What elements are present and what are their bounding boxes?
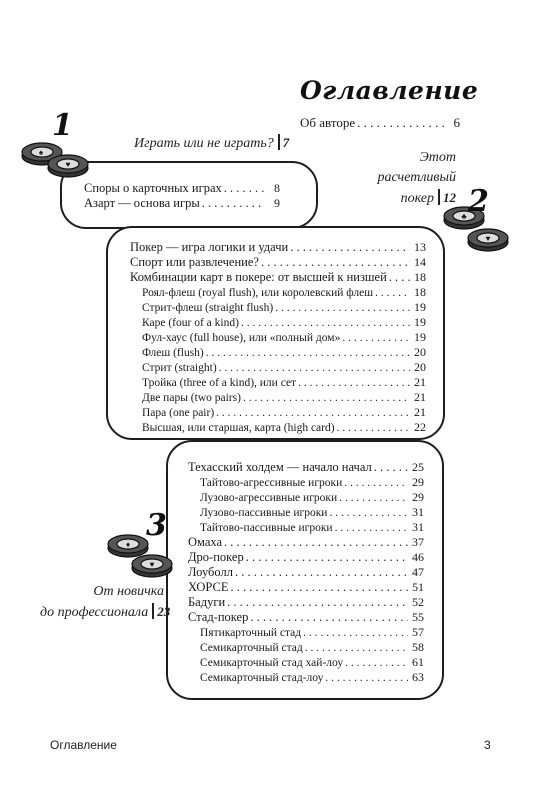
toc-entry[interactable] bbox=[130, 255, 426, 270]
leader-dots bbox=[224, 535, 408, 550]
toc-entry-page: 47 bbox=[412, 565, 424, 579]
toc-entry-page: 18 bbox=[414, 285, 426, 299]
toc-entry-page: 19 bbox=[414, 315, 426, 329]
toc-entry-text: Семикарточный стад bbox=[200, 642, 303, 654]
toc-entry-page: 31 bbox=[412, 520, 424, 534]
toc-entry-page: 63 bbox=[412, 670, 424, 684]
toc-entry[interactable] bbox=[188, 610, 424, 625]
chapter-title: Играть или не играть? bbox=[134, 136, 274, 151]
chapter-number: 2 bbox=[468, 184, 489, 219]
toc-subentry[interactable] bbox=[188, 475, 424, 490]
toc-entry[interactable] bbox=[130, 270, 426, 285]
page-title: Оглавление bbox=[300, 76, 479, 105]
chapter-2-entries bbox=[130, 240, 426, 435]
leader-dots bbox=[231, 580, 409, 595]
chapter-title-line-3: покер bbox=[400, 191, 434, 206]
toc-subentry[interactable] bbox=[130, 375, 426, 390]
toc-entry-text: Азарт — основа игры bbox=[84, 196, 200, 210]
leader-dots bbox=[337, 421, 410, 436]
toc-entry-text: Тайтово-агрессивные игроки bbox=[200, 477, 343, 489]
leader-dots bbox=[241, 316, 410, 331]
chapter-3-label[interactable] bbox=[40, 582, 171, 623]
toc-entry-text: Дро-покер bbox=[188, 550, 244, 564]
chapter-title-line-1: Этот bbox=[419, 150, 456, 165]
toc-entry-page: 21 bbox=[414, 405, 426, 419]
leader-dots bbox=[216, 406, 410, 421]
toc-entry-text: Омаха bbox=[188, 535, 223, 549]
leader-dots bbox=[243, 391, 410, 406]
svg-text:♥: ♥ bbox=[65, 160, 71, 169]
toc-entry[interactable] bbox=[188, 535, 424, 550]
chapter-number: 3 bbox=[146, 508, 167, 543]
leader-dots bbox=[206, 346, 410, 361]
toc-subentry[interactable] bbox=[130, 390, 426, 405]
toc-entry-text: Покер — игра логики и удачи bbox=[130, 240, 289, 254]
toc-entry-text: Флеш (flush) bbox=[142, 347, 204, 359]
chapter-title-line-2: до профессионала bbox=[40, 605, 149, 620]
toc-subentry[interactable] bbox=[130, 330, 426, 345]
toc-entry-page: 57 bbox=[412, 625, 424, 639]
toc-entry-text: Роял-флеш (royal flush), или королевский флеш bbox=[142, 287, 374, 299]
toc-entry-page: 6 bbox=[453, 115, 460, 130]
toc-entry-text: Две пары (two pairs) bbox=[142, 392, 241, 404]
leader-dots bbox=[275, 301, 410, 316]
toc-subentry[interactable] bbox=[130, 285, 426, 300]
leader-dots bbox=[303, 626, 408, 641]
toc-entry-page: 55 bbox=[412, 610, 424, 624]
toc-entry-page: 46 bbox=[412, 550, 424, 564]
leader-dots bbox=[235, 565, 408, 580]
toc-subentry[interactable] bbox=[188, 640, 424, 655]
toc-subentry[interactable] bbox=[130, 405, 426, 420]
toc-entry-text: Комбинации карт в покере: от высшей к низшей bbox=[130, 270, 387, 284]
leader-dots bbox=[374, 460, 408, 475]
toc-entry-text: ХОРСЕ bbox=[188, 580, 229, 594]
toc-entry-page: 21 bbox=[414, 375, 426, 389]
toc-entry-text: Семикарточный стад-лоу bbox=[200, 672, 324, 684]
leader-dots bbox=[290, 240, 410, 255]
toc-entry-text: Тройка (three of a kind), или сет bbox=[142, 377, 297, 389]
toc-entry-about[interactable] bbox=[300, 115, 460, 131]
toc-entry-text: Каре (four of a kind) bbox=[142, 317, 239, 329]
chapter-page: 12 bbox=[443, 190, 456, 205]
chapter-3-entries bbox=[188, 460, 424, 685]
toc-entry-page: 8 bbox=[274, 181, 280, 195]
leader-dots bbox=[224, 181, 264, 196]
toc-entry[interactable] bbox=[130, 240, 426, 255]
leader-dots bbox=[325, 671, 408, 686]
toc-subentry[interactable] bbox=[130, 345, 426, 360]
toc-subentry[interactable] bbox=[130, 360, 426, 375]
chapter-page: 7 bbox=[282, 135, 290, 150]
toc-entry-text: Техасский холдем — начало начал bbox=[188, 460, 372, 474]
running-footer: Оглавление bbox=[50, 738, 117, 752]
toc-entry-page: 37 bbox=[412, 535, 424, 549]
toc-entry-page: 29 bbox=[412, 490, 424, 504]
toc-entry[interactable] bbox=[188, 565, 424, 580]
chapter-page: 23 bbox=[157, 604, 171, 619]
poker-chips-icon bbox=[100, 522, 180, 588]
separator-bar bbox=[278, 134, 280, 150]
toc-entry-page: 52 bbox=[412, 595, 424, 609]
toc-entry-page: 19 bbox=[414, 300, 426, 314]
leader-dots bbox=[389, 270, 410, 285]
toc-entry-page: 19 bbox=[414, 330, 426, 344]
toc-entry-page: 25 bbox=[412, 460, 424, 474]
toc-entry[interactable] bbox=[84, 196, 280, 211]
toc-entry-page: 22 bbox=[414, 420, 426, 434]
toc-subentry[interactable] bbox=[130, 420, 426, 435]
toc-entry[interactable] bbox=[188, 460, 424, 475]
svg-text:♠: ♠ bbox=[38, 148, 44, 157]
toc-entry-page: 9 bbox=[274, 196, 280, 210]
leader-dots bbox=[357, 115, 444, 131]
toc-entry-text: Лузово-агрессивные игроки bbox=[200, 492, 338, 504]
leader-dots bbox=[227, 595, 408, 610]
leader-dots bbox=[344, 476, 408, 491]
toc-entry-page: 29 bbox=[412, 475, 424, 489]
toc-entry-text: Спорт или развлечение? bbox=[130, 255, 259, 269]
toc-entry-page: 61 bbox=[412, 655, 424, 669]
toc-entry-text: Стад-покер bbox=[188, 610, 249, 624]
toc-entry-text: Споры о карточных играх bbox=[84, 181, 222, 195]
toc-entry-page: 31 bbox=[412, 505, 424, 519]
toc-entry-text: Стрит (straight) bbox=[142, 362, 217, 374]
toc-subentry[interactable] bbox=[188, 655, 424, 670]
toc-entry-text: Бадуги bbox=[188, 595, 226, 609]
toc-entry[interactable] bbox=[188, 595, 424, 610]
toc-entry-page: 18 bbox=[414, 270, 426, 284]
toc-subentry[interactable] bbox=[188, 505, 424, 520]
toc-entry-text: Лузово-пассивные игроки bbox=[200, 507, 328, 519]
toc-entry[interactable] bbox=[188, 550, 424, 565]
leader-dots bbox=[335, 521, 408, 536]
leader-dots bbox=[298, 376, 410, 391]
svg-text:♥: ♥ bbox=[485, 234, 491, 243]
toc-entry-page: 20 bbox=[414, 345, 426, 359]
toc-entry-text: Об авторе bbox=[300, 115, 356, 130]
leader-dots bbox=[329, 506, 408, 521]
toc-entry[interactable] bbox=[188, 580, 424, 595]
chapter-1-label[interactable] bbox=[134, 133, 304, 154]
leader-dots bbox=[202, 196, 264, 211]
toc-entry-text: Тайтово-пассивные игроки bbox=[200, 522, 333, 534]
toc-entry-page: 14 bbox=[414, 255, 426, 269]
toc-entry-page: 13 bbox=[414, 240, 426, 254]
toc-subentry[interactable] bbox=[188, 625, 424, 640]
svg-text:♣: ♣ bbox=[461, 212, 467, 221]
leader-dots bbox=[261, 255, 410, 270]
toc-subentry[interactable] bbox=[130, 300, 426, 315]
toc-entry-page: 21 bbox=[414, 390, 426, 404]
toc-entry-text: Стрит-флеш (straight flush) bbox=[142, 302, 274, 314]
toc-entry-text: Пара (one pair) bbox=[142, 407, 215, 419]
leader-dots bbox=[219, 361, 410, 376]
toc-entry-text: Высшая, или старшая, карта (high card) bbox=[142, 422, 335, 434]
toc-entry-text: Семикарточный стад хай-лоу bbox=[200, 657, 344, 669]
toc-entry-text: Пятикарточный стад bbox=[200, 627, 302, 639]
toc-entry-page: 20 bbox=[414, 360, 426, 374]
toc-subentry[interactable] bbox=[188, 490, 424, 505]
leader-dots bbox=[305, 641, 408, 656]
toc-subentry[interactable] bbox=[188, 520, 424, 535]
toc-subentry[interactable] bbox=[130, 315, 426, 330]
chapter-number: 1 bbox=[52, 108, 73, 143]
svg-text:♥: ♥ bbox=[149, 560, 155, 569]
chapter-title-line-2: расчетливый bbox=[377, 170, 456, 185]
toc-entry-page: 51 bbox=[412, 580, 424, 594]
svg-text:♦: ♦ bbox=[125, 540, 131, 549]
separator-bar bbox=[152, 603, 154, 619]
leader-dots bbox=[345, 656, 408, 671]
chapter-title-line-1: От новичка bbox=[93, 584, 164, 599]
toc-entry-text: Фул-хаус (full house), или «полный дом» bbox=[142, 332, 341, 344]
chapter-1-entries bbox=[84, 181, 280, 211]
leader-dots bbox=[342, 331, 410, 346]
toc-subentry[interactable] bbox=[188, 670, 424, 685]
toc-entry-page: 58 bbox=[412, 640, 424, 654]
leader-dots bbox=[339, 491, 408, 506]
toc-entry[interactable] bbox=[84, 181, 280, 196]
leader-dots bbox=[250, 610, 408, 625]
page-number: 3 bbox=[484, 738, 491, 752]
leader-dots bbox=[246, 550, 408, 565]
toc-entry-text: Лоуболл bbox=[188, 565, 233, 579]
leader-dots bbox=[375, 286, 410, 301]
